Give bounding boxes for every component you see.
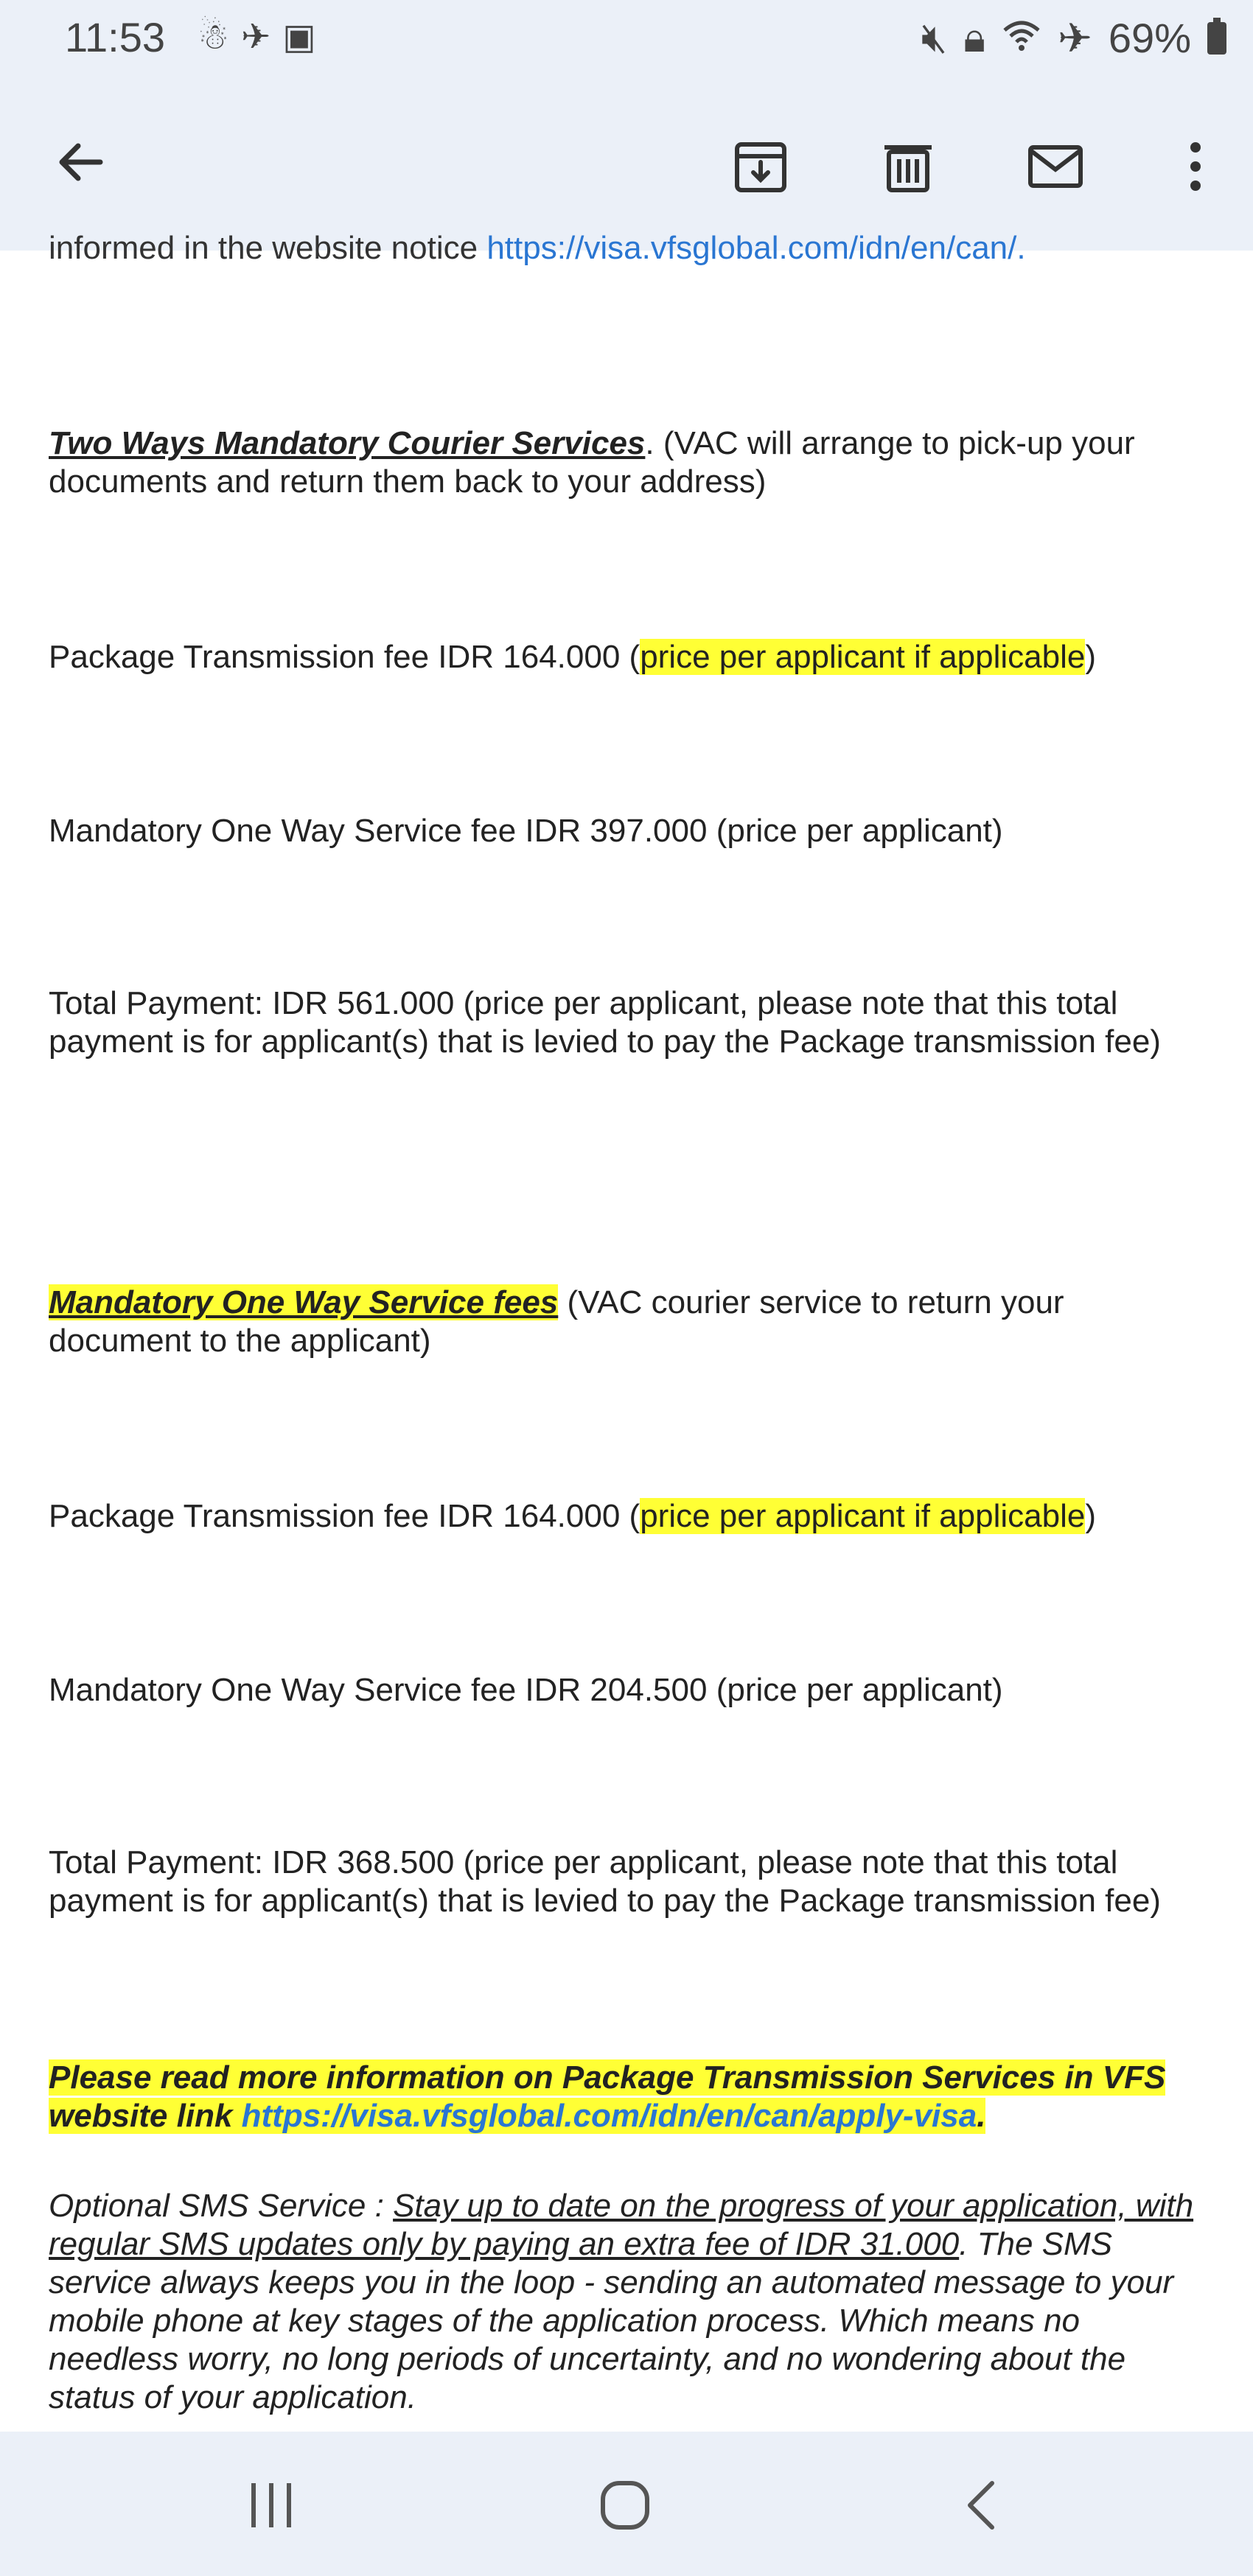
delete-icon[interactable] — [879, 137, 938, 196]
section1-package-fee-highlight: price per applicant if applicable — [640, 639, 1086, 675]
email-body — [0, 230, 1253, 2432]
section1-package-fee — [49, 638, 1206, 676]
wifi-icon — [1002, 14, 1041, 62]
section1-service-fee: Mandatory One Way Service fee IDR 397.000 (price per applicant) — [49, 813, 1003, 849]
app-bar — [0, 74, 1253, 251]
info-text: Please read more information on Package Transmission Services in VFS website link — [49, 2059, 1166, 2134]
lock-icon: 🔒︎ — [963, 14, 985, 60]
apply-visa-link[interactable]: https://visa.vfsglobal.com/idn/en/can/apply-visa — [241, 2098, 977, 2134]
recents-icon[interactable] — [243, 2477, 299, 2533]
sms-paragraph — [49, 2187, 1206, 2417]
cut-line — [49, 230, 1026, 267]
sms-underlined: Stay up to date on the progress of your application, with regular SMS updates only by paying an extra fee of IDR 31.000 — [49, 2188, 1194, 2262]
section2-service-fee: Mandatory One Way Service fee IDR 204.500 (price per applicant) — [49, 1672, 1003, 1708]
section1-package-fee-text: Package Transmission fee IDR 164.000 ( — [49, 639, 641, 675]
section2-title — [49, 1284, 1206, 1360]
archive-icon[interactable] — [731, 137, 790, 196]
section2-total: Total Payment: IDR 368.500 (price per applicant, please note that this total payment is for applicant(s) that is levied to pay the Package transmission fee) — [49, 1844, 1161, 1919]
back-arrow-icon[interactable] — [52, 133, 111, 192]
battery-icon — [1207, 22, 1226, 55]
nav-bar — [0, 2432, 1253, 2576]
mute-icon: 🔇︎ — [921, 14, 948, 60]
section1-package-fee-end: ) — [1085, 639, 1096, 675]
back-icon[interactable] — [955, 2477, 1011, 2533]
status-right-icons — [921, 13, 1226, 63]
sms-rest: . The SMS service always keeps you in the loop - sending an automated message to your mobile phone at key stages of the application process. Which means no needless worry, no long periods of uncertainty, and no wondering about the status of your application. — [49, 2226, 1174, 2415]
section2-package-fee-end: ) — [1085, 1498, 1096, 1534]
section2-title-suffix: (VAC courier service to return your document to the applicant) — [49, 1284, 1064, 1359]
section1-title-suffix: . (VAC will arrange to pick-up your documents and return them back to your address) — [49, 425, 1135, 500]
airplane-icon: ✈ — [1057, 14, 1092, 61]
section1-total: Total Payment: IDR 561.000 (price per applicant, please note that this total payment is for applicant(s) that is levied to pay the Package transmission fee) — [49, 985, 1161, 1060]
square-icon: ▣ — [282, 18, 328, 57]
status-bar — [0, 0, 1253, 74]
sms-prefix: Optional SMS Service : — [49, 2188, 394, 2224]
notification-icon: ☃ — [198, 18, 242, 57]
one-way-service-title: Mandatory One Way Service fees — [49, 1284, 559, 1320]
status-left-icons — [198, 16, 328, 57]
website-notice-link[interactable]: https://visa.vfsglobal.com/idn/en/can/. — [486, 230, 1026, 266]
status-time: 11:53 — [65, 14, 165, 60]
mail-icon[interactable] — [1026, 137, 1085, 196]
section1-title — [49, 424, 1206, 501]
more-vert-icon[interactable] — [1166, 137, 1225, 196]
section2-package-fee — [49, 1497, 1206, 1536]
info-end: . — [977, 2098, 986, 2134]
two-ways-courier-title: Two Ways Mandatory Courier Services — [49, 425, 646, 461]
battery-text: 69% — [1108, 15, 1191, 61]
info-paragraph — [49, 2059, 1206, 2135]
section2-package-fee-text: Package Transmission fee IDR 164.000 ( — [49, 1498, 641, 1534]
bird-icon: ✈ — [241, 18, 283, 57]
section2-package-fee-highlight: price per applicant if applicable — [640, 1498, 1086, 1534]
home-icon[interactable] — [597, 2477, 653, 2533]
cut-line-text: informed in the website notice — [49, 230, 487, 266]
